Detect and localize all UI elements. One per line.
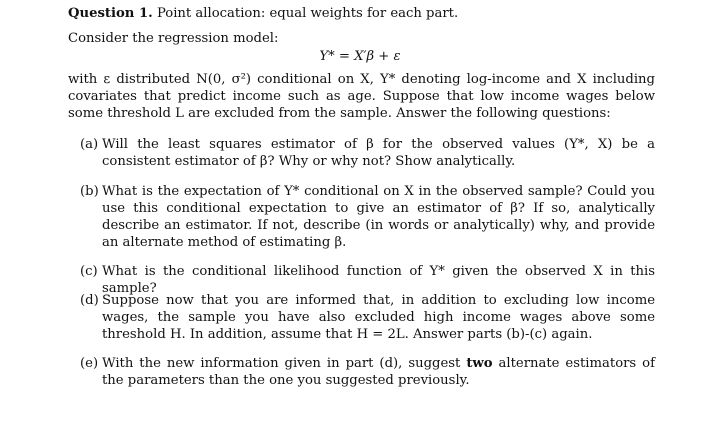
- part-e-text: [102, 355, 655, 389]
- part-b-text: What is the expectation of Y* conditional on X in the observed sample? Could you use this conditional expectation to give an estimator of β? If so, analytically describe an estimator. If not, describe (in words or analytically) why, and provide an alternate method of estimating β.: [102, 184, 655, 250]
- part-d-label: (d): [80, 293, 99, 308]
- part-a: [80, 136, 655, 170]
- part-c-label: (c): [80, 264, 98, 279]
- question-heading: [68, 5, 458, 22]
- part-e-label: (e): [80, 356, 99, 371]
- part-b: [80, 183, 655, 251]
- question-title: Point allocation: equal weights for each part.: [156, 6, 459, 21]
- part-e: [80, 355, 655, 389]
- question-label: Question 1.: [68, 6, 153, 21]
- part-a-text: Will the least squares estimator of β for the observed values (Y*, X) be a consistent estimator of β? Why or why not? Show analytically.: [102, 137, 655, 169]
- regression-equation: Y* = X′β + ε: [319, 49, 401, 64]
- model-description: with ε distributed N(0, σ²) conditional on X, Y* denoting log-income and X including covariates that predict income such as age. Suppose that low income wages below some threshold L are excluded from the sample. Answer the following questions:: [68, 72, 655, 121]
- intro-text: Consider the regression model:: [68, 31, 279, 46]
- part-d: [80, 292, 655, 343]
- part-e-text-before: With the new information given in part (d), suggest: [102, 356, 467, 371]
- part-e-text-after: alternate estimators of the parameters than the one you suggested previously.: [102, 356, 655, 388]
- part-d-text: Suppose now that you are informed that, in addition to excluding low income wages, the sample you have also excluded high income wages above some threshold H. In addition, assume that H = 2L. Answer parts (b)-(c) again.: [102, 293, 655, 342]
- part-c-text: What is the conditional likelihood function of Y* given the observed X in this sample?: [102, 264, 655, 296]
- part-e-text-bold: two: [466, 356, 493, 371]
- part-a-label: (a): [80, 137, 99, 152]
- part-b-label: (b): [80, 184, 99, 199]
